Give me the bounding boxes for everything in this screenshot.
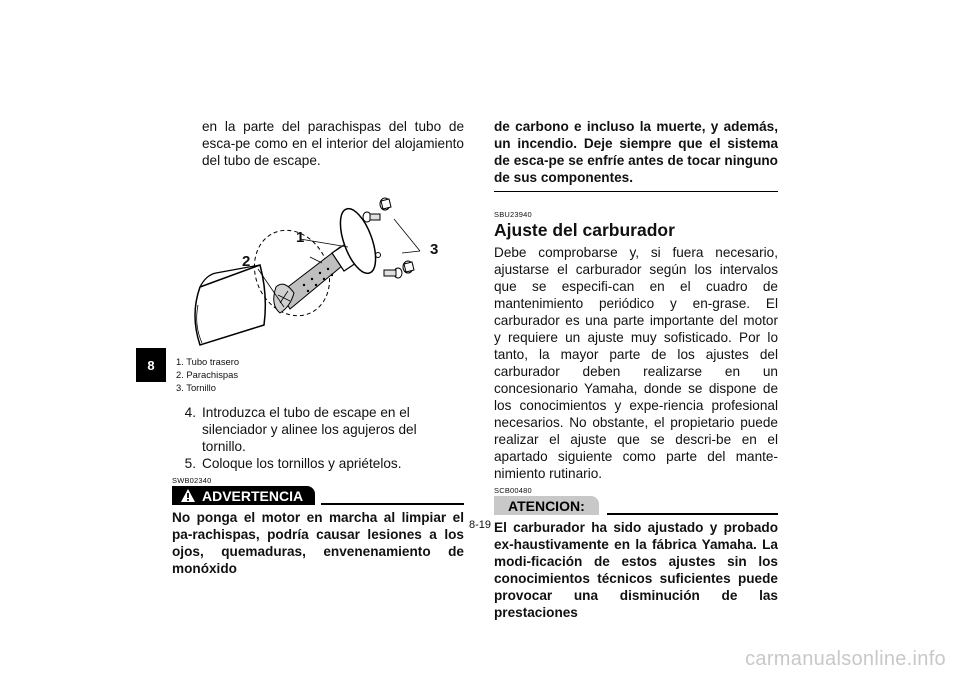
warning-code: SWB02340 <box>172 476 212 485</box>
legend-item: 2. Parachispas <box>176 369 239 380</box>
step-item <box>172 455 464 472</box>
intro-paragraph: en la parte del parachispas del tubo de esca-pe como en el interior del alojamiento del tubo de escape. <box>202 119 464 168</box>
warning-rule <box>321 503 464 505</box>
watermark: carmanualsonline.info <box>745 648 946 670</box>
warning-text: No ponga el motor en marcha al limpiar el pa-rachispas, podría causar lesiones a los ojos, quemaduras, envenenamiento de monóxido <box>172 510 464 576</box>
left-column <box>172 118 464 577</box>
spark-arrester-figure <box>172 175 464 351</box>
caution-text: El carburador ha sido ajustado y probado ex-haustivamente en la fábrica Yamaha. La modi-ficación de estos ajustes sin los conocimientos técnicos suficientes puede provocar una disminución de las prestaciones <box>494 520 778 620</box>
right-column <box>494 118 778 621</box>
callout-3: 3 <box>430 241 439 258</box>
chapter-tab: 8 <box>136 348 166 382</box>
caution-header <box>494 496 778 515</box>
warning-header <box>172 486 464 505</box>
legend-item: 1. Tubo trasero <box>176 356 240 367</box>
section-code: SBU23940 <box>494 210 532 219</box>
warning-text-continued: de carbono e incluso la muerte, y además, un incendio. Deje siempre que el sistema de esca-pe se enfríe antes de tocar ninguno de sus componentes. <box>494 119 778 185</box>
section-body: Debe comprobarse y, si fuera necesario, ajustarse el carburador según los intervalos que se especifi-can en el cuadro de mantenimiento periódico y en-grase. El carburador es una parte importante del motor y requiere un ajuste muy sofisticado. Por lo tanto, la mayor parte de los ajustes del carburador deben realizarse en un concesionario Yamaha, donde se dispone de los conocimientos y expe-riencia profesional necesarios. No obstante, el propietario puede realizar el ajuste que se descri-be en el apartado siguiente como parte del mante-nimiento rutinario. <box>494 245 778 481</box>
callout-1: 1 <box>296 229 305 246</box>
step-item <box>172 404 464 455</box>
caution-code: SCB00480 <box>494 486 532 495</box>
step-list <box>172 404 464 472</box>
step-text: Coloque los tornillos y apriételos. <box>202 456 402 471</box>
warning-end-rule <box>494 191 778 192</box>
spark-arrester-illustration <box>172 175 464 351</box>
warning-badge <box>172 486 315 505</box>
step-text: Introduzca el tubo de escape en el silenciador y alinee los agujeros del tornillo. <box>202 405 417 454</box>
caution-rule <box>607 513 778 515</box>
figure-legend <box>176 355 464 394</box>
step-number: 4. <box>184 405 196 420</box>
warning-label: ADVERTENCIA <box>202 487 304 504</box>
step-number: 5. <box>184 456 196 471</box>
callout-2: 2 <box>242 253 251 270</box>
legend-item: 3. Tornillo <box>176 382 216 393</box>
warning-triangle-icon <box>180 488 196 504</box>
section-title: Ajuste del carburador <box>494 220 675 240</box>
caution-badge: ATENCION: <box>494 496 599 515</box>
page-number: 8-19 <box>468 519 492 531</box>
